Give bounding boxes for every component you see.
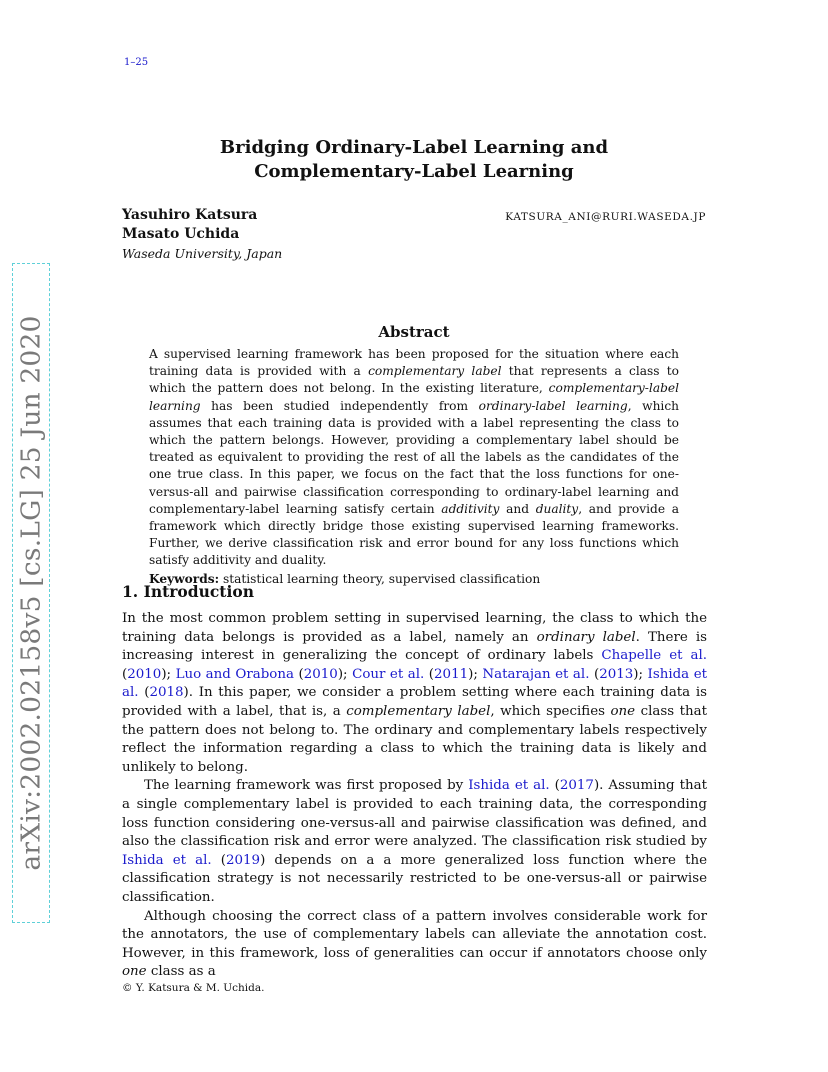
citation-year-link[interactable]: 2019 bbox=[225, 852, 261, 868]
citation-link[interactable]: Ishida et al. bbox=[122, 852, 212, 868]
author-1: Yasuhiro Katsura bbox=[122, 207, 258, 223]
citation-link[interactable]: Natarajan et al. bbox=[482, 666, 590, 682]
citation-link[interactable]: Ishida et al. bbox=[122, 666, 707, 701]
abstract-heading: Abstract bbox=[378, 323, 450, 341]
title-line-1: Bridging Ordinary-Label Learning and bbox=[219, 137, 609, 158]
keywords-label: Keywords: bbox=[149, 571, 220, 586]
citation-link[interactable]: Ishida et al. bbox=[468, 778, 550, 794]
citation-year-link[interactable]: 2011 bbox=[434, 666, 469, 682]
keywords-list: statistical learning theory, supervised classification bbox=[219, 571, 541, 586]
title-line-2: Complementary-Label Learning bbox=[254, 161, 574, 182]
paragraph-2: The learning framework was first proposed by Ishida et al. (2017). Assuming that a single complementary label is provided to each training data, the corresponding loss function considering one-versus-all and pairwise classification was defined, and also the classification risk and error were analyzed. The classification risk studied by Ishida et al. (2019) depends on a a more generalized loss function where the classification strategy is not necessarily restricted to be one-versus-all or pairwise classification. bbox=[122, 778, 708, 905]
citation-year-link[interactable]: 2010 bbox=[303, 666, 338, 682]
affiliation: Waseda University, Japan bbox=[122, 246, 283, 261]
page-number: 1–25 bbox=[124, 57, 149, 68]
citation-year-link[interactable]: 2013 bbox=[599, 666, 634, 682]
section-heading-introduction: 1. Introduction bbox=[122, 582, 254, 601]
citation-year-link[interactable]: 2010 bbox=[127, 666, 162, 682]
arxiv-id: arXiv:2002.02158v5 [cs.LG] 25 Jun 2020 bbox=[15, 315, 47, 871]
citation-link[interactable]: Chapelle et al. bbox=[601, 648, 707, 664]
abstract-text: A supervised learning framework has been proposed for the situation where each training data is provided with a complementary label that represents a class to which the pattern does not belong. In the existing literature, complementary-label learning has been studied independently from ordinary-label learning, which assumes that each training data is provided with a label representing the class to which the pattern belongs. However, providing a complementary label should be treated as equivalent to providing the rest of all the labels as the candidates of the one true class. In this paper, we focus on the fact that the loss functions for one-versus-all and pairwise classification corresponding to ordinary-label learning and complementary-label learning satisfy certain additivity and duality, and provide a framework which directly bridge those existing supervised learning frameworks. Further, we derive classification risk and error bound for any loss functions which satisfy additivity and duality. bbox=[149, 347, 679, 568]
author-2: Masato Uchida bbox=[122, 226, 240, 242]
introduction-body bbox=[122, 610, 707, 982]
paper-title bbox=[150, 136, 678, 184]
paragraph-1: In the most common problem setting in supervised learning, the class to which the training data belongs is provided as a label, namely an ordinary label. There is increasing interest in generalizing the concept of ordinary labels Chapelle et al. (2010); Luo and Orabona (2010); Cour et al. (2011); Natarajan et al. (2013); Ishida et al. (2018). In this paper, we consider a problem setting where each training data is provided with a label, that is, a complementary label, which specifies one class that the pattern does not belong to. The ordinary and complementary labels respectively reflect the information regarding a class to which the training data is likely and unlikely to belong. bbox=[122, 611, 708, 775]
copyright-footer: © Y. Katsura & M. Uchida. bbox=[122, 982, 265, 994]
abstract-body bbox=[149, 346, 679, 588]
author-email[interactable]: KATSURA_ANI@RURI.WASEDA.JP bbox=[505, 211, 706, 223]
citation-link[interactable]: Luo and Orabona bbox=[175, 666, 294, 682]
arxiv-stamp[interactable] bbox=[10, 263, 52, 923]
citation-year-link[interactable]: 2018 bbox=[149, 685, 184, 701]
citation-year-link[interactable]: 2017 bbox=[559, 778, 594, 794]
paragraph-3: Although choosing the correct class of a pattern involves considerable work for the annotators, the use of complementary labels can alleviate the annotation cost. However, in this framework, loss of generalities can occur if annotators choose only one class as a bbox=[122, 908, 707, 980]
citation-link[interactable]: Cour et al. bbox=[352, 666, 425, 682]
